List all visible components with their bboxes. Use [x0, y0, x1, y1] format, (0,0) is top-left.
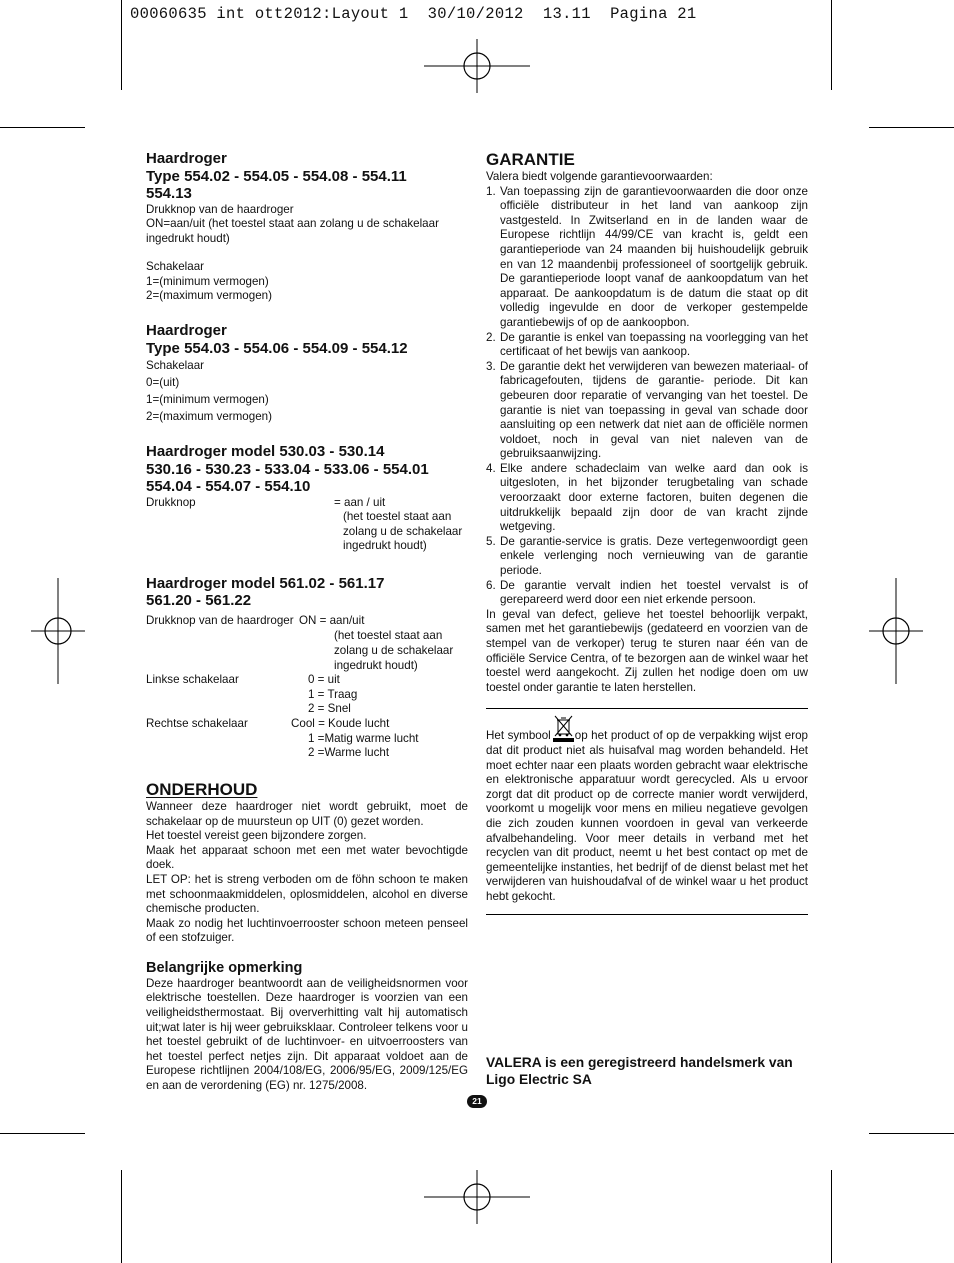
body-text: ON=aan/uit (het toestel staat aan zolang u de schakelaar ingedrukt houdt): [146, 217, 439, 245]
registration-mark-icon: [424, 39, 530, 93]
spec-value: zolang u de schakelaar: [343, 524, 463, 538]
spec-label: Linkse schakelaar: [146, 672, 239, 686]
left-column: [146, 150, 468, 1094]
warranty-item: [486, 579, 808, 608]
body-text: Het toestel vereist geen bijzondere zorgen.: [146, 829, 367, 843]
section-title: 554.13: [146, 185, 192, 202]
warranty-item-number: 4.: [486, 461, 496, 475]
section-title: 554.04 - 554.07 - 554.10: [146, 478, 311, 496]
section-weee: [486, 715, 808, 904]
spec-value: ON = aan/uit: [299, 613, 365, 627]
spec-value: ingedrukt houdt): [343, 539, 427, 553]
section-561: [146, 575, 468, 764]
section-heading: ONDERHOUD: [146, 779, 258, 799]
crop-mark: [831, 1170, 832, 1263]
crop-mark: [869, 1133, 954, 1134]
section-heading: Belangrijke opmerking: [146, 959, 303, 976]
spec-value: 0 = uit: [308, 672, 340, 686]
spec-value: 2 =Warme lucht: [308, 745, 390, 759]
print-slug: 00060635 int ott2012:Layout 1 30/10/2012 13.11 Pagina 21: [130, 5, 697, 23]
crop-mark: [869, 127, 954, 128]
warranty-item: [486, 535, 808, 579]
body-text: 0=(uit): [146, 376, 180, 390]
warranty-item: [486, 462, 808, 535]
body-text: LET OP: het is streng verboden om de föhn schoon te maken met schoonmaakmiddelen, oplosmiddelen, alcohol en diverse chemische producten.: [146, 872, 468, 916]
crop-mark: [121, 1170, 122, 1263]
weee-post: op het product of op de verpakking wijst erop dat dit product niet als huisafval mag worden behandeld. Het moet echter naar een plaats worden gebracht waar elektrische en elektronische apparatuur wordt gerecycled. Als u ervoor zorgt dat dit product op de correcte manier wordt verwijderd, voorkomt u mogelijk voor mens en milieu negatieve gevolgen die zich zouden kunnen voordoen in geval van verkeerde afvalbehandeling. Voor meer details in verband met het recyclen van dit product, neemt u het best contact op met de gemeentelijke instanties, het bedrijf of de dienst belast met het verwijderen van huishoudafval of de winkel waar u het product hebt gekocht.: [486, 729, 808, 903]
section-554-02: [146, 150, 468, 304]
warranty-item-number: 5.: [486, 534, 496, 548]
spec-value: 2 = Snel: [308, 701, 351, 715]
body-text: Schakelaar: [146, 359, 205, 373]
section-title: Haardroger: [146, 150, 227, 167]
body-text: In geval van defect, gelieve het toestel behoorlijk verpakt, samen met het garantiebewijs (gedateerd en voorzien van de stempel van de verkoper) terug te sturen naar één van de officiële Service Centra, of te bezorgen aan de winkel waar het toestel werd aangekocht. Zij zullen het nodige doen om uw toestel onder garantie te laten herstellen.: [486, 607, 808, 694]
warranty-item: [486, 331, 808, 360]
warranty-item-number: 1.: [486, 184, 496, 198]
spec-value: zolang u de schakelaar: [334, 643, 454, 657]
spec-value: 1 = Traag: [308, 687, 358, 701]
section-title: Haardroger model 561.02 - 561.17: [146, 574, 385, 592]
warranty-item-text: Van toepassing zijn de garantievoorwaarden die door onze officiële distributeur in het land van aankoop zijn vastgesteld. In Zwitserland en in de landen waar de Europese richtlijn 44/99/CE van kracht is, geldt een garantieperiode van 24 maanden bij huishoudelijk gebruik en van 12 maandenbij professioneel of soortgelijk gebruik. De garantieperiode loopt vanaf de aankoopdatum van het apparaat. De aankoopdatum is de datum die staat op dit volledig ingevulde en door de verkoper gestempelde garantiebewijs of op de aankoopbon.: [500, 184, 808, 329]
warranty-item-text: Elke andere schadeclaim van welke aard dan ook is uitgesloten, in het bijzonder terugbetaling van schade veroorzaakt door externe factoren, buiten degenen die uitdrukkelijk bepaald zijn door de van kracht zijnde wetgeving.: [500, 461, 808, 534]
registration-mark-icon: [31, 578, 85, 684]
warranty-item-text: De garantie-service is gratis. Deze vertegenwoordigt geen enkele verlenging noch vernieuwing van de garantie periode.: [500, 534, 808, 578]
crop-mark: [0, 1133, 85, 1134]
warranty-item-number: 2.: [486, 330, 496, 344]
body-text: 1=(minimum vermogen): [146, 393, 269, 407]
warranty-item: [486, 185, 808, 331]
crossed-bin-icon: [552, 715, 574, 743]
divider: [486, 914, 808, 915]
section-garantie: [486, 150, 808, 695]
spec-value: 1 =Matig warme lucht: [308, 731, 419, 745]
crop-mark: [121, 0, 122, 90]
section-opmerking: [146, 960, 468, 1094]
spec-value: ingedrukt houdt): [334, 658, 418, 672]
body-text: Maak het apparaat schoon met een met water bevochtigde doek.: [146, 843, 468, 872]
body-text: 2=(maximum vermogen): [146, 410, 272, 424]
body-text: Drukknop van de haardroger: [146, 202, 294, 216]
section-554-03: [146, 322, 468, 425]
spec-value: = aan / uit: [334, 495, 386, 509]
section-title: Haardroger model 530.03 - 530.14: [146, 443, 385, 461]
trademark-notice: VALERA is een geregistreerd handelsmerk van Ligo Electric SA: [486, 1055, 793, 1087]
spec-value: (het toestel staat aan: [343, 510, 452, 524]
section-heading: GARANTIE: [486, 150, 575, 169]
section-title: 530.16 - 530.23 - 533.04 - 533.06 - 554.01: [146, 460, 429, 478]
section-title: Haardroger: [146, 322, 227, 340]
section-onderhoud: [146, 780, 468, 946]
warranty-item-text: De garantie vervalt indien het toestel vervalst is of gerepareerd werd door een niet erkende persoon.: [500, 578, 808, 607]
section-title: Type 554.02 - 554.05 - 554.08 - 554.11: [146, 167, 407, 185]
right-column: [486, 150, 808, 915]
body-text: Schakelaar: [146, 260, 205, 274]
registration-mark-icon: [869, 578, 923, 684]
spec-table: [146, 496, 468, 554]
body-text: 2=(maximum vermogen): [146, 289, 272, 303]
spec-value: (het toestel staat aan: [334, 628, 443, 642]
spec-label: Drukknop: [146, 495, 196, 509]
body-text: [486, 715, 808, 904]
weee-pre: Het symbool: [486, 729, 551, 743]
warranty-item-number: 3.: [486, 359, 496, 373]
body-text: Deze haardroger beantwoordt aan de veiligheidsnormen voor elektrische toestellen. Deze haardroger is voorzien van een veiligheidsthermostaat. Bij oververhitting valt hij automatisch uit;wat later is hij weer gebruiksklaar. Controleer telkens voor u het toestel gebruikt of de luchtinvoer- en uitvoerroosters van het toestel perfect netjes zijn. Dit apparaat voldoet aan de Europese richtlijnen 2004/108/EG, 2006/95/EG, 2009/125/EG en aan de verordening (EG) nr. 1275/2008.: [146, 976, 468, 1093]
section-title: Type 554.03 - 554.06 - 554.09 - 554.12: [146, 339, 408, 357]
section-530: [146, 443, 468, 554]
registration-mark-icon: [424, 1170, 530, 1224]
warranty-item-text: De garantie dekt het verwijderen van bewezen materiaal- of fabricagefouten, tijdens de garantie- periode. Dit kan gebeuren door reparatie of vervanging van het toestel. De garantie is niet van toepassing in geval van schade door aansluiting op een netwerk dat niet aan de officiële normen voldoet, noch in geval van niet naleven van de gebruiksaanwijzing.: [500, 359, 808, 461]
body-text: Wanneer deze haardroger niet wordt gebruikt, moet de schakelaar op de muursteun op UIT (0) gezet worden.: [146, 799, 468, 828]
spec-table: [146, 614, 468, 764]
section-title: 561.20 - 561.22: [146, 592, 252, 610]
warranty-item-number: 6.: [486, 578, 496, 592]
spec-label: Drukknop van de haardroger: [146, 613, 294, 627]
crop-mark: [0, 127, 85, 128]
spec-label: Rechtse schakelaar: [146, 716, 248, 730]
spec-value: Cool = Koude lucht: [291, 716, 390, 730]
warranty-item: [486, 360, 808, 462]
warranty-list: [486, 185, 808, 608]
warranty-item-text: De garantie is enkel van toepassing na voorlegging van het certificaat of het bewijs van aankoop.: [500, 330, 808, 359]
body-text: 1=(minimum vermogen): [146, 274, 269, 288]
page-number: 21: [467, 1095, 487, 1108]
body-text: Maak zo nodig het luchtinvoerrooster schoon meteen penseel of een stofzuiger.: [146, 916, 468, 945]
body-text: Valera biedt volgende garantievoorwaarden:: [486, 170, 713, 183]
crop-mark: [831, 0, 832, 90]
